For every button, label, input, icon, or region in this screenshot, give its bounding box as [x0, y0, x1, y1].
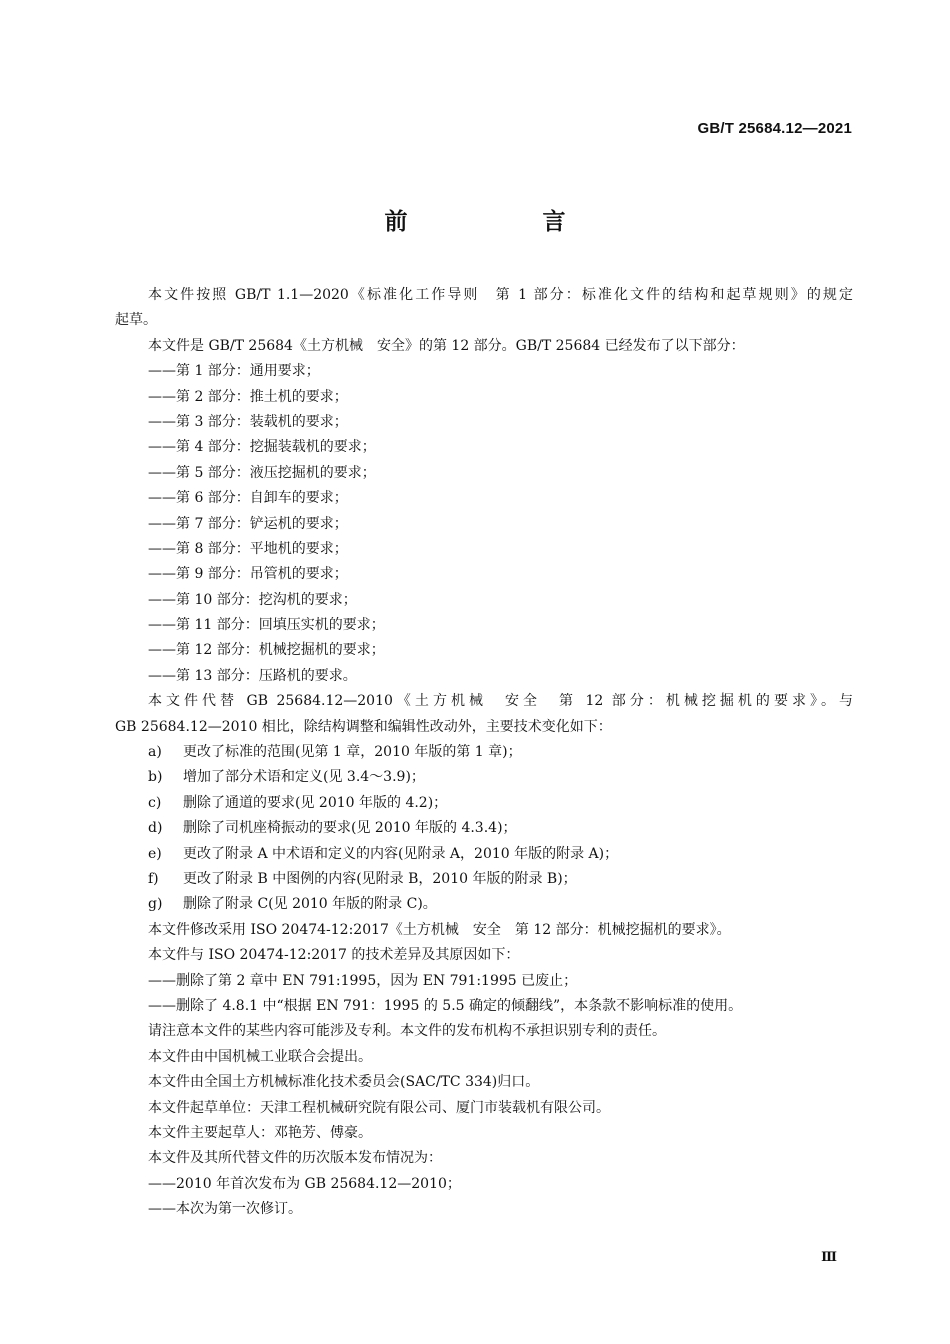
difference-item: ——删除了第 2 章中 EN 791:1995，因为 EN 791:1995 已废止； [148, 972, 578, 989]
part-list-item: ——第 1 部分：通用要求； [148, 363, 320, 380]
change-item [115, 842, 853, 867]
part-list-item: ——第 8 部分：平地机的要求； [148, 540, 348, 557]
part-list-item: ——第 3 部分：装载机的要求； [148, 413, 348, 430]
paragraph: 本文件是 GB/T 25684《土方机械 安全》的第 12 部分。GB/T 25684 已经发布了以下部分： [148, 337, 745, 354]
part-list-item: ——第 6 部分：自卸车的要求； [148, 490, 348, 507]
part-list-item: ——第 12 部分：机械挖掘机的要求； [148, 642, 385, 659]
change-text: 增加了部分术语和定义(见 3.4～3.9)； [183, 769, 425, 786]
part-list-item: ——第 9 部分：吊管机的要求； [148, 566, 348, 583]
difference-item: ——删除了 4.8.1 中“根据 EN 791：1995 的 5.5 确定的倾翻线”，本条款不影响标准的使用。 [148, 997, 743, 1014]
part-list-item: ——第 4 部分：挖掘装载机的要求； [148, 439, 376, 456]
part-list-item: ——第 11 部分：回填压实机的要求； [148, 617, 385, 634]
paragraph: 本文件由全国土方机械标准化技术委员会(SAC/TC 334)归口。 [148, 1074, 540, 1091]
change-text: 删除了附录 C(见 2010 年版的附录 C)。 [183, 896, 437, 913]
change-item [115, 867, 853, 892]
paragraph: 本文件与 ISO 20474-12:2017 的技术差异及其原因如下： [148, 947, 520, 964]
paragraph-line: 本文件代替 GB 25684.12—2010《土方机械 安全 第 12 部分：机械挖掘机的要求》。与 [148, 693, 853, 710]
change-marker: d) [148, 820, 163, 837]
change-marker: e) [148, 845, 162, 862]
paragraph: 本文件及其所代替文件的历次版本发布情况为： [148, 1150, 442, 1167]
standard-code: GB/T 25684.12—2021 [697, 120, 852, 137]
paragraph-line: 起草。 [115, 312, 157, 329]
paragraph-line: GB 25684.12—2010 相比，除结构调整和编辑性改动外，主要技术变化如下： [115, 718, 612, 735]
foreword-body [115, 283, 853, 1222]
history-item: ——本次为第一次修订。 [148, 1201, 302, 1218]
change-marker: b) [148, 769, 163, 786]
part-list-item: ——第 2 部分：推土机的要求； [148, 388, 348, 405]
change-marker: g) [148, 896, 163, 913]
paragraph: 本文件主要起草人：邓艳芳、傅豪。 [148, 1124, 372, 1141]
part-list-item: ——第 5 部分：液压挖掘机的要求； [148, 464, 376, 481]
paragraph: 本文件由中国机械工业联合会提出。 [148, 1048, 372, 1065]
change-item [115, 765, 853, 790]
paragraph-line: 本文件按照 GB/T 1.1—2020《标准化工作导则 第 1 部分：标准化文件的结构和起草规则》的规定 [148, 287, 853, 303]
part-list-item: ——第 7 部分：铲运机的要求； [148, 515, 348, 532]
page-title: 前 言 [384, 209, 622, 235]
history-item: ——2010 年首次发布为 GB 25684.12—2010； [148, 1175, 461, 1192]
change-marker: f) [148, 870, 159, 887]
paragraph: 本文件起草单位：天津工程机械研究院有限公司、厦门市装载机有限公司。 [148, 1099, 610, 1116]
change-text: 更改了附录 A 中术语和定义的内容(见附录 A，2010 年版的附录 A)； [183, 845, 619, 862]
change-item [115, 816, 853, 841]
change-text: 删除了通道的要求(见 2010 年版的 4.2)； [183, 794, 448, 811]
change-item [115, 791, 853, 816]
change-marker: c) [148, 794, 162, 811]
paragraph: 本文件修改采用 ISO 20474-12:2017《土方机械 安全 第 12 部分：机械挖掘机的要求》。 [148, 921, 731, 938]
part-list-item: ——第 10 部分：挖沟机的要求； [148, 591, 357, 608]
change-text: 更改了标准的范围(见第 1 章，2010 年版的第 1 章)； [183, 744, 522, 761]
change-item [115, 740, 853, 765]
change-text: 删除了司机座椅振动的要求(见 2010 年版的 4.3.4)； [183, 820, 517, 837]
part-list-item: ——第 13 部分：压路机的要求。 [148, 667, 357, 684]
change-marker: a) [148, 744, 162, 761]
paragraph: 请注意本文件的某些内容可能涉及专利。本文件的发布机构不承担识别专利的责任。 [148, 1023, 666, 1040]
change-item [115, 892, 853, 917]
page-number: Ⅲ [821, 1250, 837, 1265]
change-text: 更改了附录 B 中图例的内容(见附录 B，2010 年版的附录 B)； [183, 870, 577, 887]
